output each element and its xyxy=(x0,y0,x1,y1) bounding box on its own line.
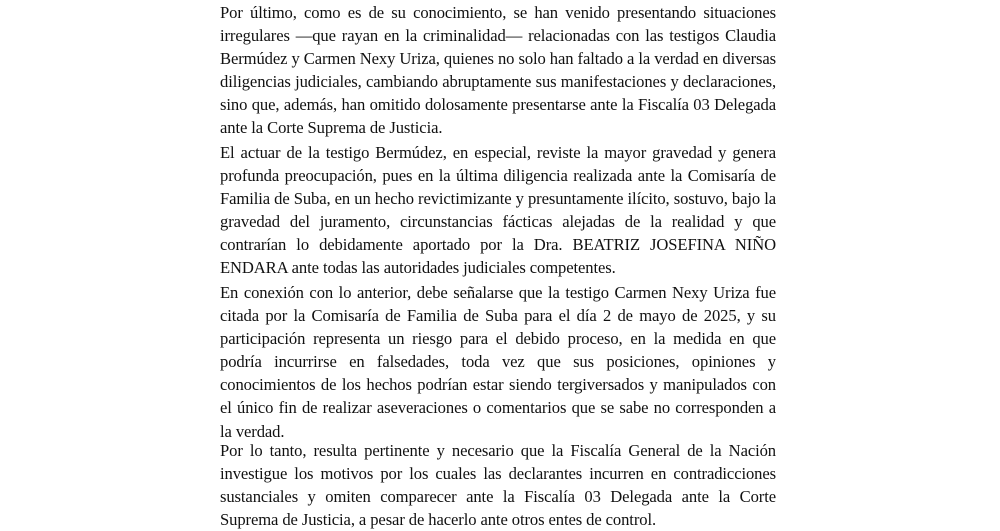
paragraph-bermudez-testimony: El actuar de la testigo Bermúdez, en especial, reviste la mayor gravedad y genera profunda preocupación, pues en la última diligencia realizada ante la Comisaría de Familia de Suba, en un hecho revictimizante y presuntamente ilícito, sostuvo, bajo la gravedad del juramento, circunstancias fácticas alejadas de la realidad y que contrarían lo debidamente aportado por la Dra. BEATRIZ JOSEFINA NIÑO ENDARA ante todas las autoridades judiciales competentes. xyxy=(220,143,776,278)
paragraph-irregular-situations: Por último, como es de su conocimiento, se han venido presentando situaciones irregulares —que rayan en la criminalidad— relacionadas con las testigos Claudia Bermúdez y Carmen Nexy Uriza, quienes no solo han faltado a la verdad en diversas diligencias judiciales, cambiando abruptamente sus manifestaciones y declaraciones, sino que, además, han omitido dolosamente presentarse ante la Fiscalía 03 Delegada ante la Corte Suprema de Justicia. xyxy=(220,3,776,138)
paragraph-uriza-citation: En conexión con lo anterior, debe señalarse que la testigo Carmen Nexy Uriza fue citada por la Comisaría de Familia de Suba para el día 2 de mayo de 2025, y su participación representa un riesgo para el debido proceso, en la medida en que podría incurrirse en falsedades, toda vez que sus posiciones, opiniones y conocimientos de los hechos podrían estar siendo tergiversados y manipulados con el único fin de realizar aseveraciones o comentarios que se sabe no corresponden a la verdad. xyxy=(220,283,776,441)
paragraph-request-investigation: Por lo tanto, resulta pertinente y necesario que la Fiscalía General de la Nación investigue los motivos por los cuales las declarantes incurren en contradicciones sustanciales y omiten comparecer ante la Fiscalía 03 Delegada ante la Corte Suprema de Justicia, a pesar de hacerlo ante otros entes de control. xyxy=(220,441,776,530)
